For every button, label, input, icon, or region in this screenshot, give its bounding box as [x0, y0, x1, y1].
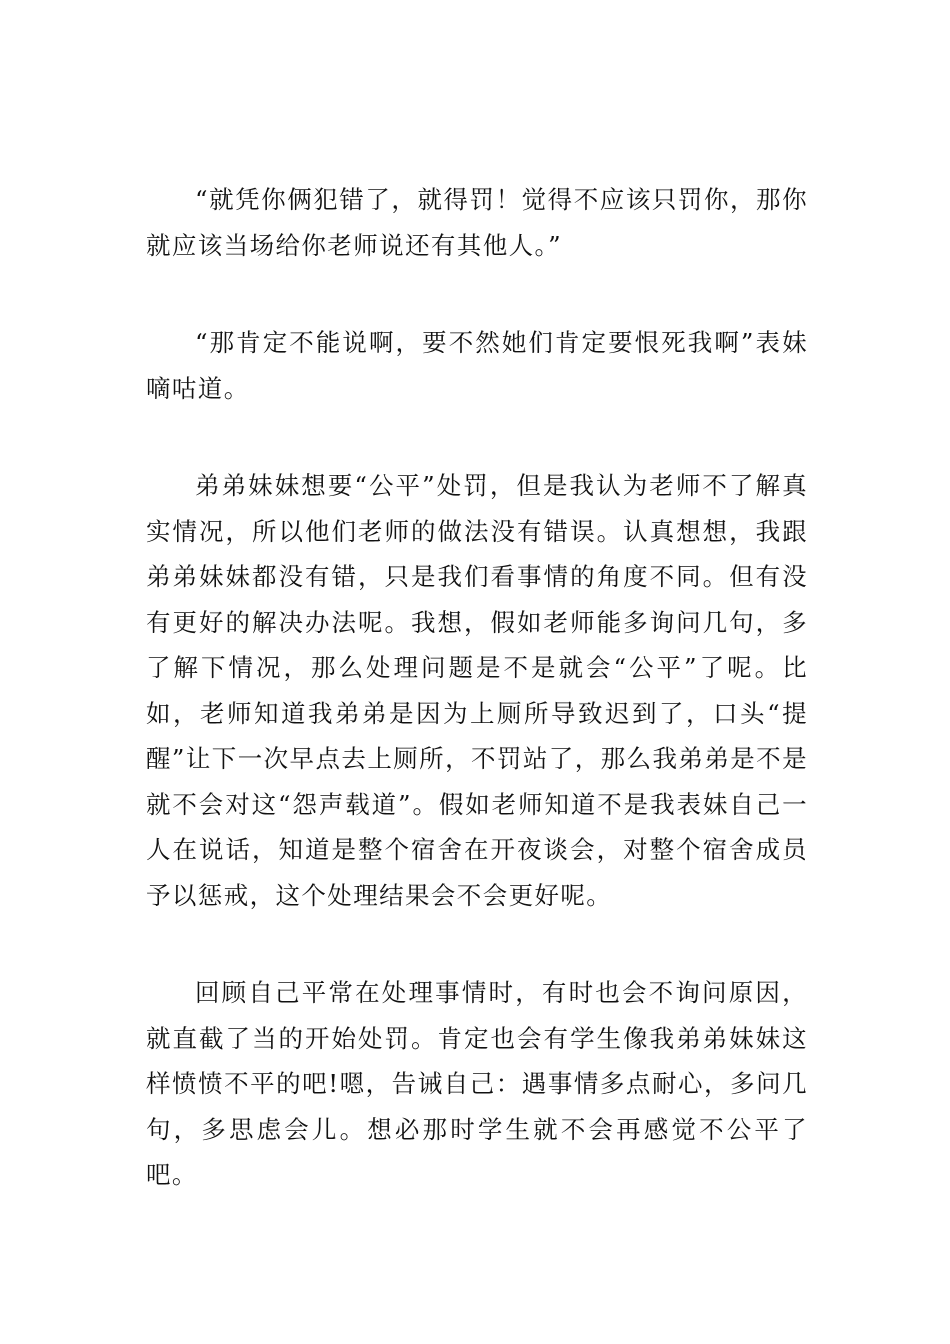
- paragraph-1: “就凭你俩犯错了，就得罚！觉得不应该只罚你，那你就应该当场给你老师说还有其他人。”: [146, 185, 808, 260]
- paragraph-2: “那肯定不能说啊，要不然她们肯定要恨死我啊”表妹嘀咕道。: [146, 328, 808, 403]
- document-body: [146, 177, 808, 1250]
- paragraph-3: 弟弟妹妹想要“公平”处罚，但是我认为老师不了解真实情况，所以他们老师的做法没有错误。认真想想，我跟弟弟妹妹都没有错，只是我们看事情的角度不同。但有没有更好的解决办法呢。我想，假如老师能多询问几句，多了解下情况，那么处理问题是不是就会“公平”了呢。比如，老师知道我弟弟是因为上厕所导致迟到了，口头“提醒”让下一次早点去上厕所，不罚站了，那么我弟弟是不是就不会对这“怨声载道”。假如老师知道不是我表妹自己一人在说话，知道是整个宿舍在开夜谈会，对整个宿舍成员予以惩戒，这个处理结果会不会更好呢。: [146, 471, 808, 910]
- paragraph-4: 回顾自己平常在处理事情时，有时也会不询问原因，就直截了当的开始处罚。肯定也会有学生像我弟弟妹妹这样愤愤不平的吧!嗯，告诫自己：遇事情多点耐心，多问几句，多思虑会儿。想必那时学生就不会再感觉不公平了吧。: [146, 978, 808, 1189]
